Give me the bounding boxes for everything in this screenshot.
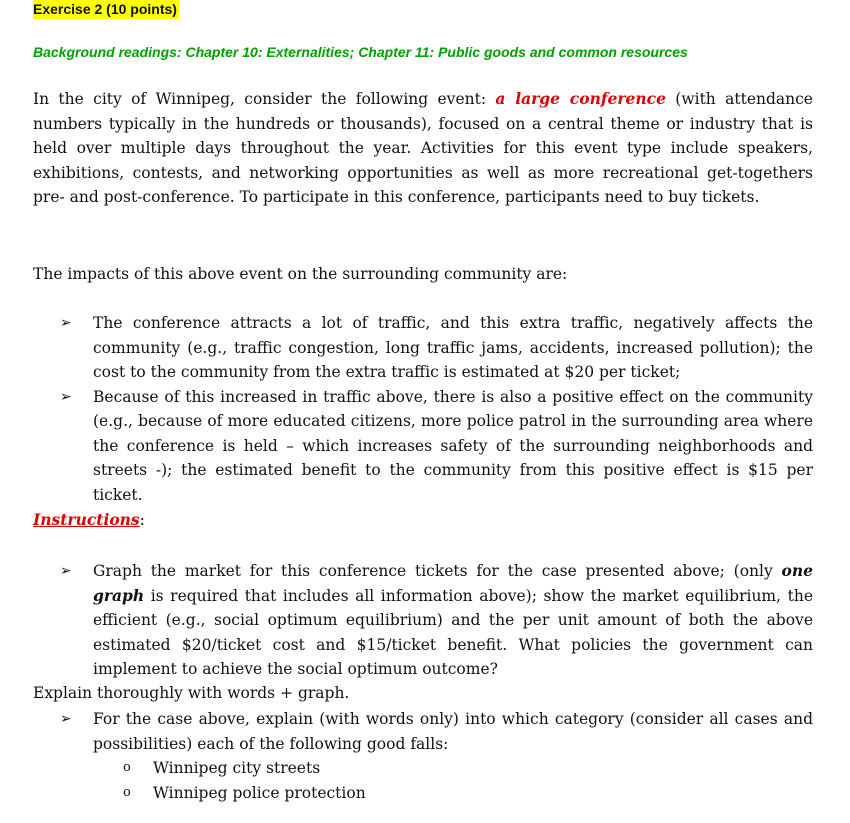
arrow-bullet-icon: ➢	[60, 711, 72, 727]
instruction-1-emphasis: one graph	[93, 561, 813, 605]
background-readings: Background readings: Chapter 10: Externalities; Chapter 11: Public goods and common resources	[33, 44, 688, 60]
instruction-item	[60, 707, 813, 756]
goods-item	[120, 756, 366, 781]
instruction-1	[60, 559, 813, 682]
goods-item	[120, 781, 366, 806]
intro-highlight: a large conference	[495, 89, 666, 108]
exercise-title: Exercise 2 (10 points)	[33, 1, 177, 17]
circle-bullet-icon: o	[123, 760, 131, 775]
instruction-2	[60, 707, 813, 756]
impact-item	[60, 385, 813, 508]
instruction-1-after: is required that includes all information above); show the market equilibrium, the efficient (e.g., social optimum equilibrium) and the per unit amount of both the above estimated $20/ticket cost and $15/ticket benefit. What policies the government can implement to achieve the social optimum outcome?	[93, 586, 813, 678]
impacts-intro: The impacts of this above event on the surrounding community are:	[33, 265, 568, 283]
impacts-list	[60, 311, 813, 507]
instructions-colon: :	[139, 511, 145, 529]
intro-paragraph	[33, 87, 813, 210]
arrow-bullet-icon: ➢	[60, 388, 72, 405]
instructions-heading	[33, 508, 145, 533]
explain-line: Explain thoroughly with words + graph.	[33, 684, 350, 702]
intro-text-before: In the city of Winnipeg, consider the following event:	[33, 90, 496, 108]
circle-bullet-icon: o	[123, 784, 131, 800]
arrow-bullet-icon: ➢	[60, 315, 72, 331]
instruction-1-before: Graph the market for this conference tickets for the case presented above; (only	[93, 562, 782, 580]
goods-item-text: Winnipeg police protection	[153, 783, 366, 802]
impact-item	[60, 311, 813, 385]
goods-item-text: Winnipeg city streets	[153, 759, 321, 777]
impact-text: Because of this increased in traffic above, there is also a positive effect on the community (e.g., because of more educated citizens, more police patrol in the surrounding area where the conference is held – which increases safety of the surrounding neighborhoods and streets -); the estimated benefit to the community from this positive effect is $15 per ticket.	[93, 387, 813, 504]
arrow-bullet-icon: ➢	[60, 563, 72, 579]
instruction-item	[60, 559, 813, 682]
impact-text: The conference attracts a lot of traffic, and this extra traffic, negatively affects the community (e.g., traffic congestion, long traffic jams, accidents, increased pollution); the cost to the community from the extra traffic is estimated at $20 per ticket;	[93, 314, 813, 381]
goods-list	[120, 756, 366, 805]
intro-text-after: (with attendance numbers typically in the hundreds or thousands), focused on a central theme or industry that is held over multiple days throughout the year. Activities for this event type include speakers, exhibitions, contests, and networking opportunities as well as more recreational get-togethers pre- and post-conference. To participate in this conference, participants need to buy tickets.	[33, 90, 813, 206]
instruction-2-text: For the case above, explain (with words only) into which category (consider all cases and possibilities) each of the following good falls:	[93, 710, 813, 753]
instructions-label: Instructions	[33, 510, 140, 529]
